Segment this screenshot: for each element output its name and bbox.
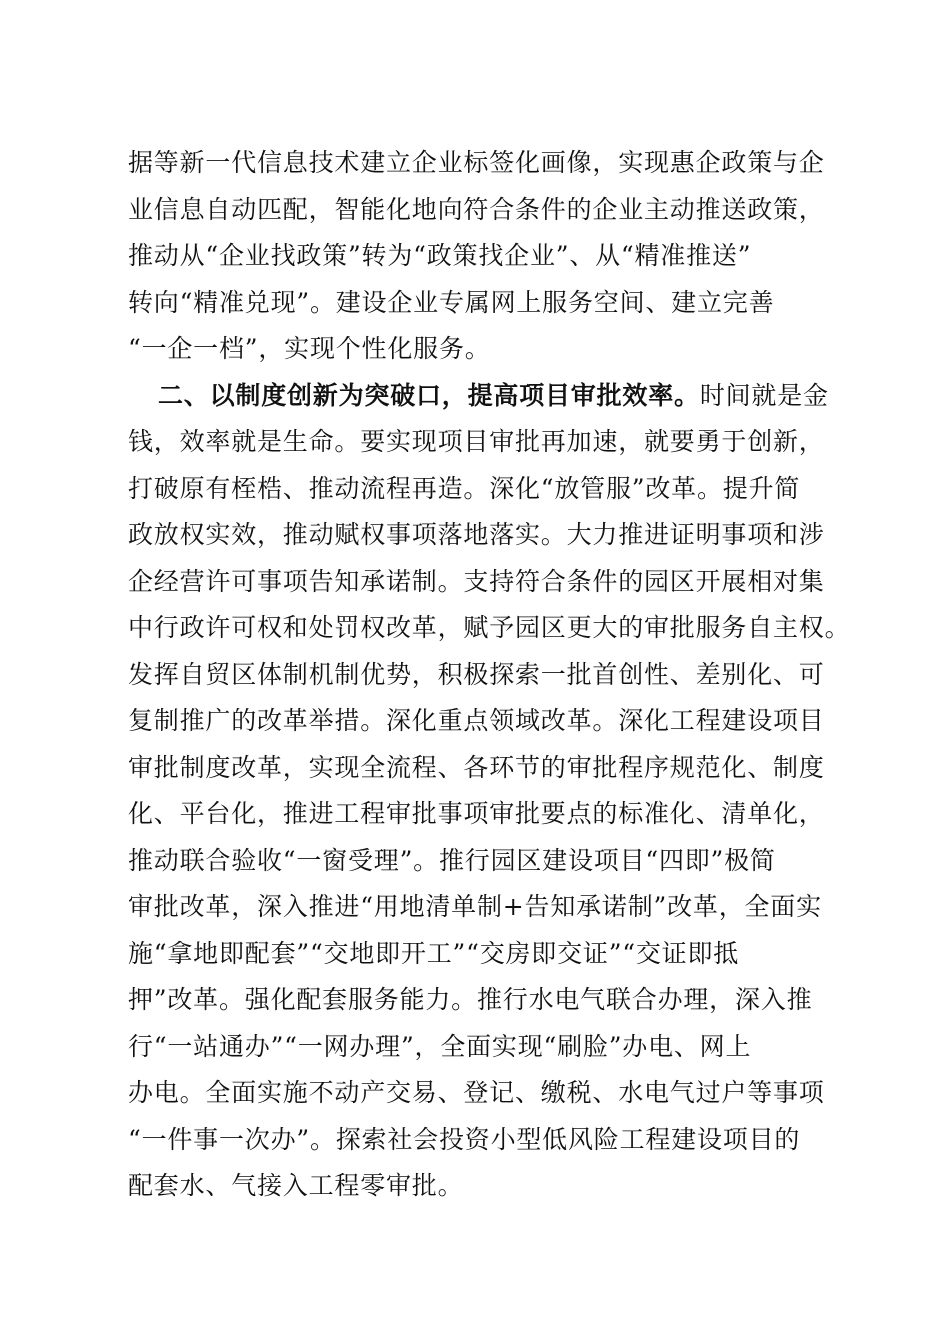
section-2-line-13: 施“拿地即配套”“交地即开工”“交房即交证”“交证即抵: [128, 938, 740, 968]
section-2-line-17: “一件事一次办”。探索社会投资小型低风险工程建设项目的: [128, 1124, 801, 1154]
paragraph-1-line-3: 推动从“企业找政策”转为“政策找企业”、从“精准推送”: [128, 241, 752, 270]
section-2-line-10: 化、平台化，推进工程审批事项审批要点的标准化、清单化，: [128, 799, 825, 828]
section-2-line-3: 打破原有桎梏、推动流程再造。深化“放管服”改革。提升简: [128, 473, 801, 503]
section-2-line-4: 政放权实效，推动赋权事项落地落实。大力推进证明事项和涉: [128, 520, 825, 549]
section-2-line-16: 办电。全面实施不动产交易、登记、缴税、水电气过户等事项: [128, 1078, 825, 1107]
body-text: [128, 140, 851, 1210]
section-2-line-9: 审批制度改革，实现全流程、各环节的审批程序规范化、制度: [128, 752, 825, 782]
section-2-line-11: 推动联合验收“一窗受理”。推行园区建设项目“四即”极简: [128, 845, 776, 875]
section-2-first-line-rest: 时间就是金: [699, 380, 829, 410]
paragraph-1-line-5: “一企一档”，实现个性化服务。: [128, 334, 491, 363]
paragraph-1-line-2: 业信息自动匹配，智能化地向符合条件的企业主动推送政策，: [128, 194, 825, 224]
section-2-line-2: 钱，效率就是生命。要实现项目审批再加速，就要勇于创新，: [128, 427, 825, 456]
section-2-first-line: [128, 373, 828, 420]
section-2-line-7: 发挥自贸区体制机制优势，积极探索一批首创性、差别化、可: [128, 659, 825, 689]
section-2-line-12: 审批改革，深入推进“用地清单制+告知承诺制”改革，全面实: [128, 892, 822, 921]
section-2-line-15: 行“一站通办”“一网办理”，全面实现“刷脸”办电、网上: [128, 1031, 752, 1061]
paragraph-1-line-1: 据等新一代信息技术建立企业标签化画像，实现惠企政策与企: [128, 148, 825, 177]
paragraph-1-line-4: 转向“精准兑现”。建设企业专属网上服务空间、建立完善: [128, 287, 775, 317]
section-2-heading: 二、以制度创新为突破口，提高项目审批效率。: [158, 380, 700, 410]
section-2-line-6: 中行政许可权和处罚权改革，赋予园区更大的审批服务自主权。: [128, 613, 851, 642]
section-2-line-5: 企经营许可事项告知承诺制。支持符合条件的园区开展相对集: [128, 566, 825, 596]
section-2-line-18: 配套水、气接入工程零审批。: [128, 1171, 464, 1200]
section-2-line-8: 复制推广的改革举措。深化重点领域改革。深化工程建设项目: [128, 706, 825, 735]
section-2-line-14: 押”改革。强化配套服务能力。推行水电气联合办理，深入推: [128, 985, 813, 1014]
